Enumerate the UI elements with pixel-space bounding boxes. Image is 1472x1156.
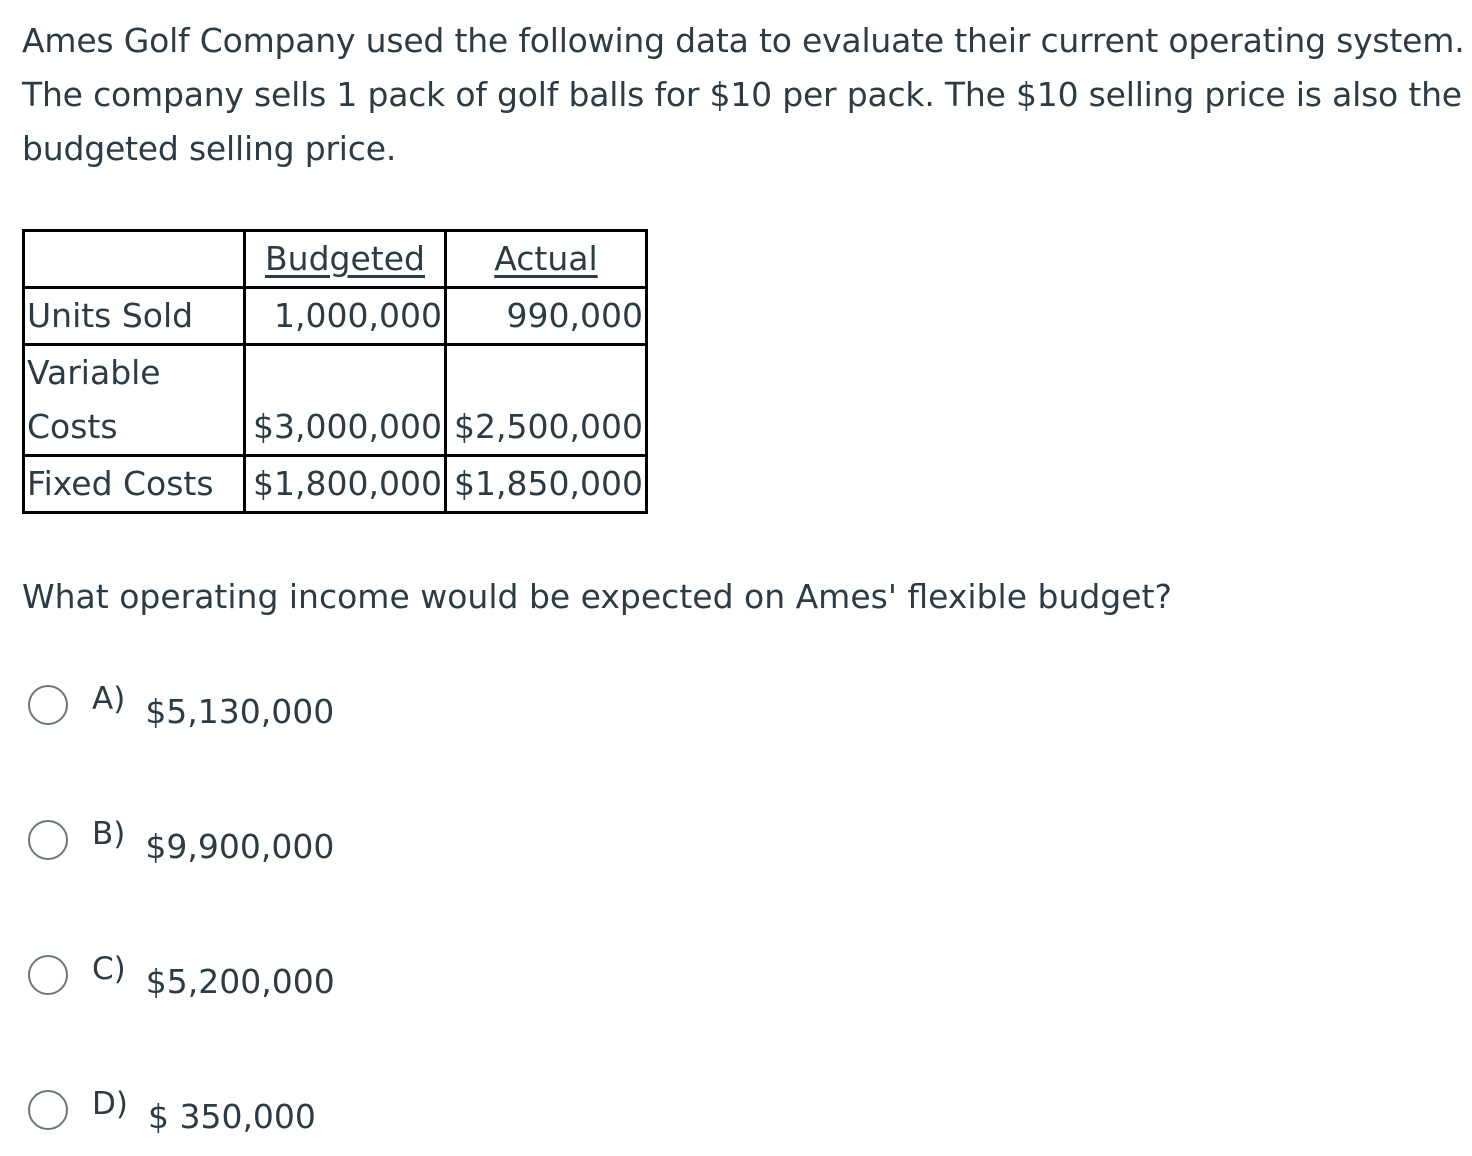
table-header-budgeted: Budgeted — [245, 231, 446, 288]
cell-actual-variable: $2,500,000 — [446, 345, 647, 456]
answer-option-d[interactable] — [28, 1085, 316, 1135]
row-label-units-sold: Units Sold — [24, 288, 245, 345]
question-text: What operating income would be expected on Ames' flexible budget? — [22, 577, 1173, 616]
option-letter-c: C) — [92, 951, 126, 987]
table-row — [24, 456, 647, 513]
cost-data-table — [22, 229, 648, 514]
table-header-actual: Actual — [446, 231, 647, 288]
option-letter-d: D) — [92, 1086, 128, 1122]
option-letter-a: A) — [92, 681, 126, 717]
row-label-fixed-costs: Fixed Costs — [24, 456, 245, 513]
option-value-c: $5,200,000 — [145, 961, 335, 1001]
table-header-row — [24, 231, 647, 288]
cell-budgeted-variable: $3,000,000 — [245, 345, 446, 456]
table-row — [24, 288, 647, 345]
cell-actual-fixed: $1,850,000 — [446, 456, 647, 513]
option-value-d: $ 350,000 — [147, 1096, 316, 1136]
question-intro-text: Ames Golf Company used the following data to evaluate their current operating system. The company sells 1 pack of golf balls for $10 per pack. The $10 selling price is also the budgeted selling price. — [22, 21, 1465, 168]
answer-option-b[interactable] — [28, 815, 334, 865]
radio-button-c[interactable] — [28, 955, 68, 995]
cell-budgeted-units: 1,000,000 — [245, 288, 446, 345]
radio-button-d[interactable] — [28, 1090, 68, 1130]
option-value-a: $5,130,000 — [145, 691, 335, 731]
radio-button-b[interactable] — [28, 820, 68, 860]
option-value-b: $9,900,000 — [145, 826, 335, 866]
table-row — [24, 345, 647, 456]
cell-budgeted-fixed: $1,800,000 — [245, 456, 446, 513]
answer-option-a[interactable] — [28, 680, 334, 730]
cell-actual-units: 990,000 — [446, 288, 647, 345]
table-header-blank — [24, 231, 245, 288]
answer-option-c[interactable] — [28, 950, 335, 1000]
option-letter-b: B) — [92, 816, 126, 852]
radio-button-a[interactable] — [28, 685, 68, 725]
row-label-variable-costs: Variable Costs — [24, 345, 245, 456]
